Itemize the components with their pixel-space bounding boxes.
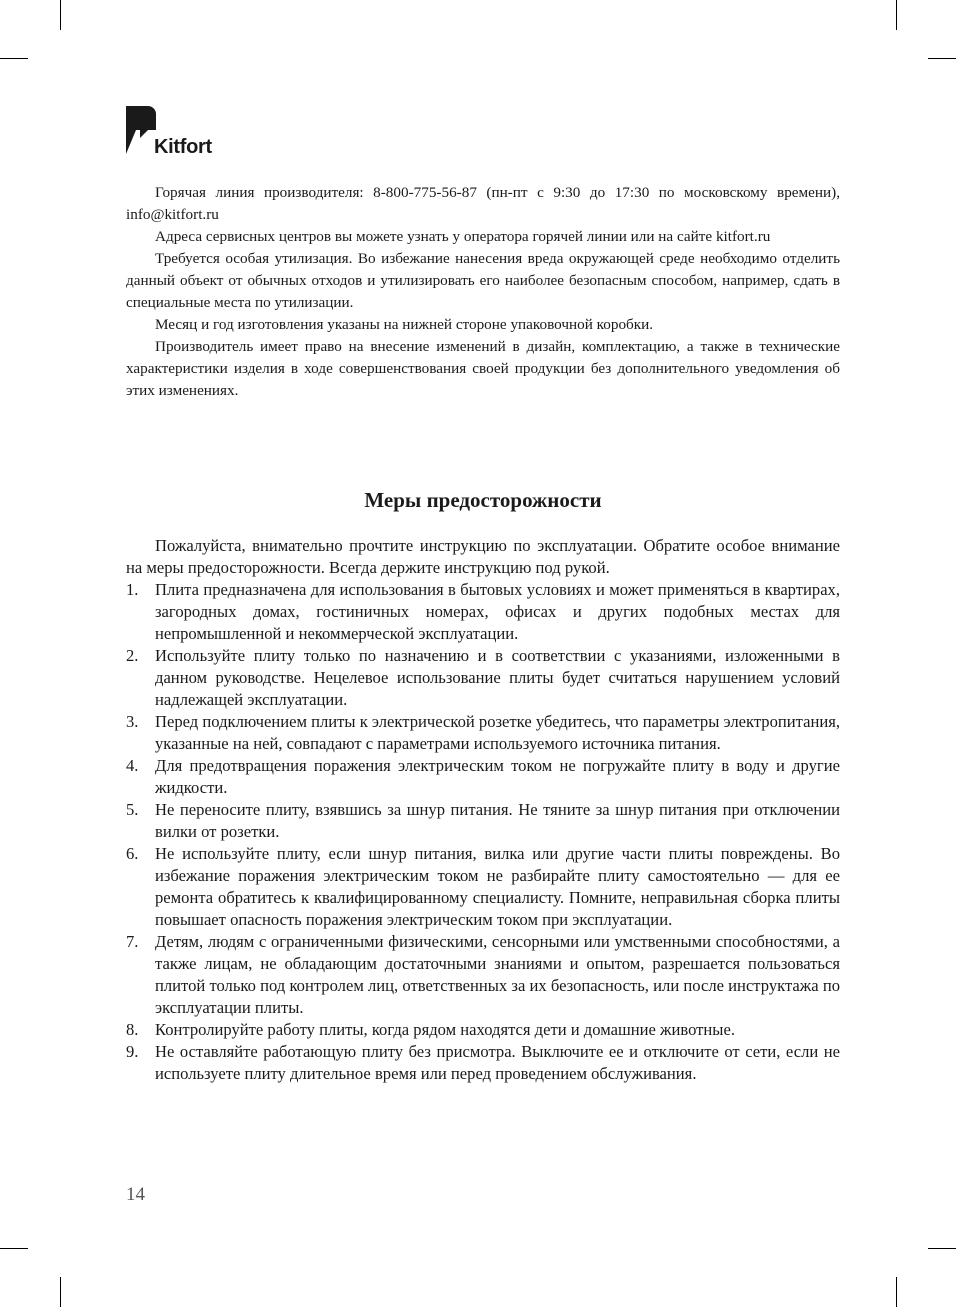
service-centers-paragraph: Адреса сервисных центров вы можете узнать у оператора горячей линии или на сайте kitfort.ru xyxy=(155,228,771,245)
crop-mark-bottom-right xyxy=(896,1277,897,1307)
brand-name: Kitfort xyxy=(154,136,212,158)
list-item xyxy=(126,1019,840,1041)
changes-notice-paragraph: Производитель имеет право на внесение изменений в дизайн, комплектацию, а также в технические характеристики изделия в ходе совершенствования своей продукции без дополнительного уведомления об этих изменениях. xyxy=(126,338,840,399)
list-item xyxy=(126,579,840,645)
kitfort-logo xyxy=(126,106,246,158)
item-number: 6. xyxy=(126,844,139,863)
item-text: Перед подключением плиты к электрической розетке убедитесь, что параметры электропитания, указанные на ней, совпадают с параметрами используемого источника питания. xyxy=(155,712,840,753)
item-number: 1. xyxy=(126,580,139,599)
list-item xyxy=(126,843,840,931)
precautions-list xyxy=(126,579,840,1085)
item-text: Не оставляйте работающую плиту без присмотра. Выключите ее и отключите от сети, если не используете плиту длительное время или перед проведением обслуживания. xyxy=(155,1042,840,1083)
intro-block xyxy=(126,182,840,402)
item-number: 8. xyxy=(126,1020,139,1039)
manufacture-date-paragraph: Месяц и год изготовления указаны на нижней стороне упаковочной коробки. xyxy=(155,316,654,333)
crop-mark-left-bottom xyxy=(0,1248,28,1249)
item-text: Для предотвращения поражения электрическим током не погружайте плиту в воду и другие жидкости. xyxy=(155,756,840,797)
list-item xyxy=(126,1041,840,1085)
disposal-paragraph: Требуется особая утилизация. Во избежание нанесения вреда окружающей среде необходимо отделить данный объект от обычных отходов и утилизировать его наиболее безопасным способом, например, сдать в специальные места по утилизации. xyxy=(126,250,840,311)
list-item xyxy=(126,931,840,1019)
item-text: Контролируйте работу плиты, когда рядом находятся дети и домашние животные. xyxy=(155,1020,735,1039)
section-title: Меры предосторожности xyxy=(364,488,602,512)
item-text: Детям, людям с ограниченными физическими, сенсорными или умственными способностями, а также лицам, не обладающим достаточными знаниями и опытом, разрешается пользоваться плитой только под контролем лиц, ответственных за их безопасность, или после инструктажа по эксплуатации плиты. xyxy=(155,932,840,1017)
hotline-paragraph: Горячая линия производителя: 8-800-775-56-87 (пн-пт с 9:30 до 17:30 по московскому времени), info@kitfort.ru xyxy=(126,184,840,223)
crop-mark-top-right xyxy=(896,0,897,30)
crop-mark-top-left xyxy=(60,0,61,30)
item-number: 7. xyxy=(126,932,139,951)
crop-mark-left-top xyxy=(0,58,28,59)
crop-mark-bottom-left xyxy=(60,1277,61,1307)
item-number: 4. xyxy=(126,756,139,775)
item-number: 9. xyxy=(126,1042,139,1061)
list-item xyxy=(126,755,840,799)
item-text: Не используйте плиту, если шнур питания, вилка или другие части плиты повреждены. Во избежание поражения электрическим током не разбирайте плиту самостоятельно — для ее ремонта обратитесь к квалифицированному специалисту. Помните, неправильная сборка плиты повышает опасность поражения электрическим током при эксплуатации. xyxy=(155,844,840,929)
list-item xyxy=(126,645,840,711)
list-item xyxy=(126,799,840,843)
crop-mark-right-bottom xyxy=(928,1248,956,1249)
item-number: 5. xyxy=(126,800,139,819)
item-text: Плита предназначена для использования в бытовых условиях и может применяться в квартирах, загородных домах, гостиничных номерах, офисах и других подобных местах для непромышленной и некоммерческой эксплуатации. xyxy=(155,580,840,643)
kitfort-logo-mark-icon xyxy=(126,106,156,158)
precautions-lead: Пожалуйста, внимательно прочтите инструкцию по эксплуатации. Обратите особое внимание на меры предосторожности. Всегда держите инструкцию под рукой. xyxy=(126,536,840,577)
item-text: Используйте плиту только по назначению и в соответствии с указаниями, изложенными в данном руководстве. Нецелевое использование плиты будет считаться нарушением условий надлежащей эксплуатации. xyxy=(155,646,840,709)
page-number: 14 xyxy=(126,1184,145,1205)
crop-mark-right-top xyxy=(928,58,956,59)
item-text: Не переносите плиту, взявшись за шнур питания. Не тяните за шнур питания при отключении вилки от розетки. xyxy=(155,800,840,841)
item-number: 3. xyxy=(126,712,139,731)
precautions-section xyxy=(126,535,840,1085)
item-number: 2. xyxy=(126,646,139,665)
list-item xyxy=(126,711,840,755)
